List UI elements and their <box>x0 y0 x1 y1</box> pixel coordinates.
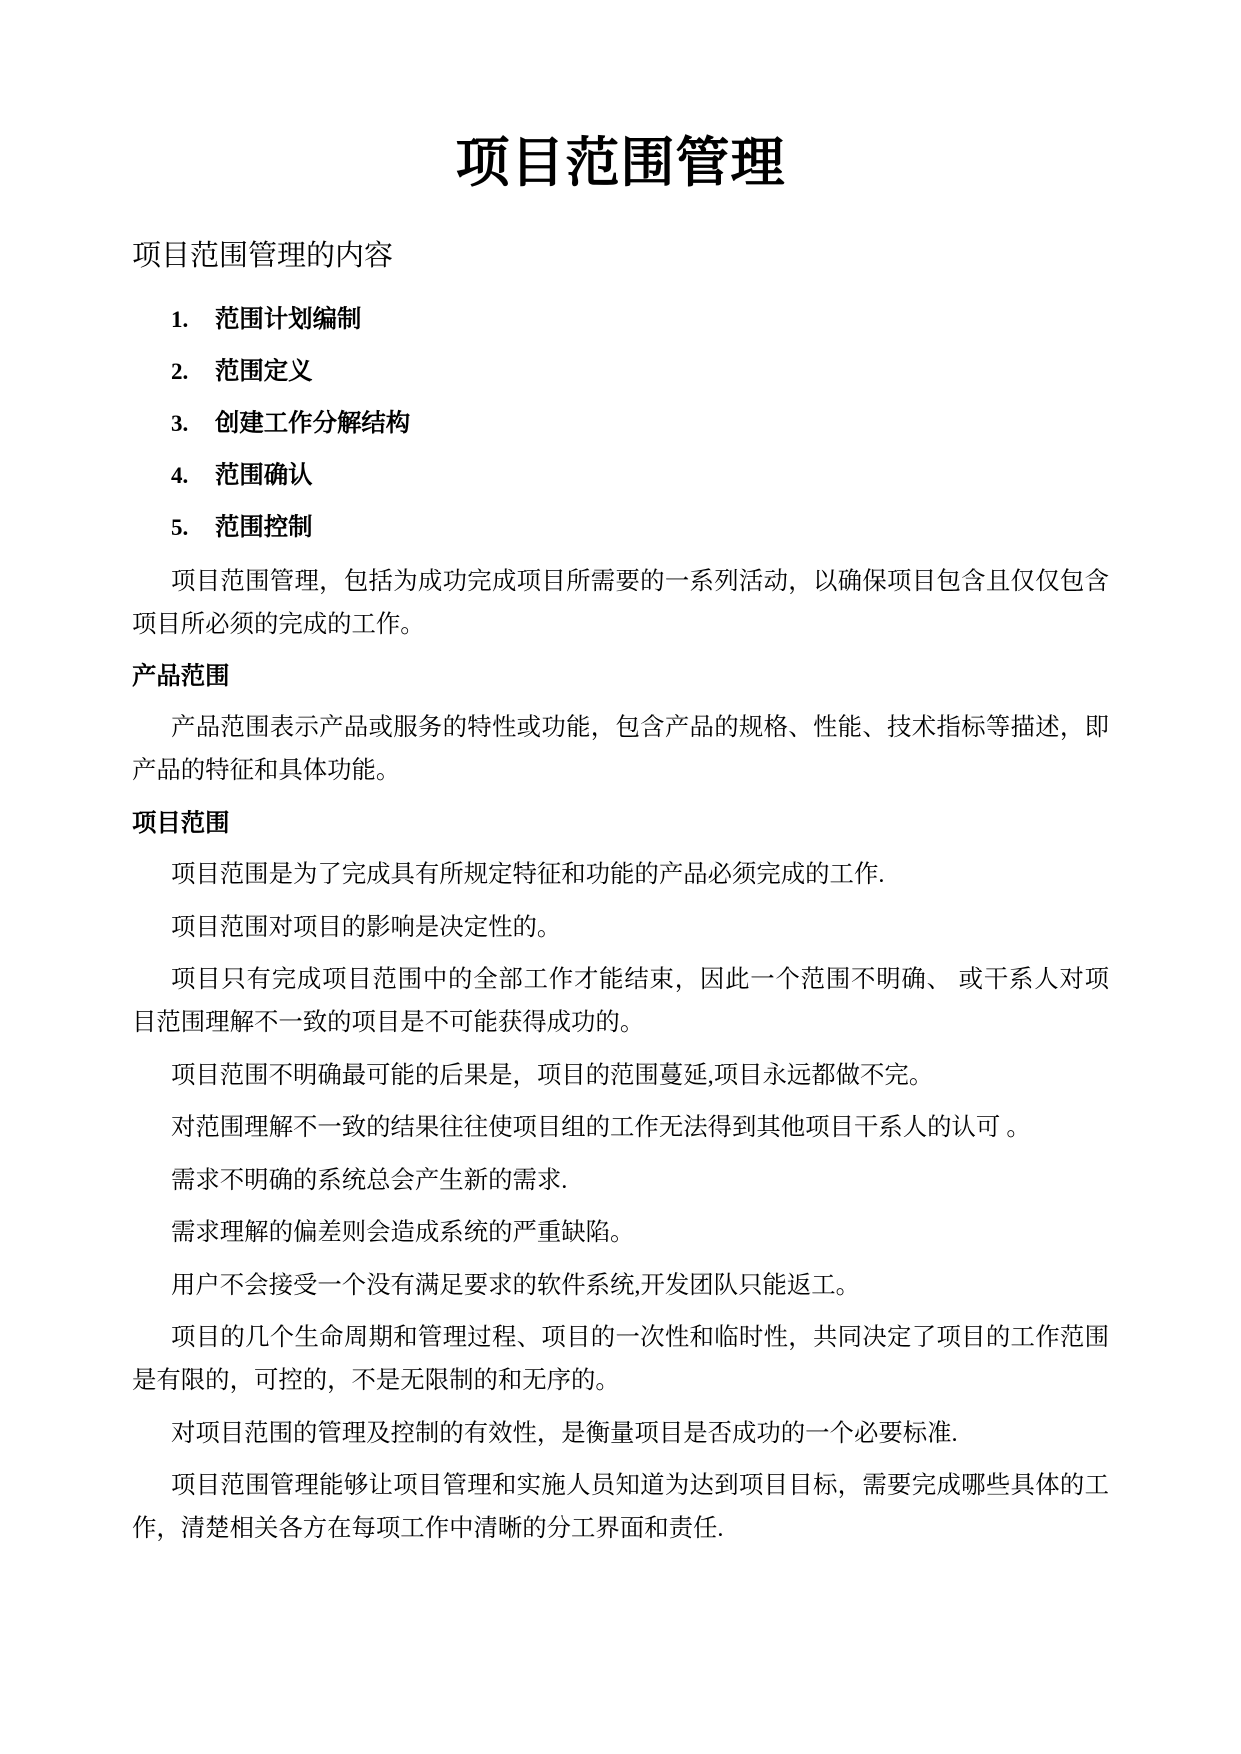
list-item <box>132 450 1109 502</box>
paragraph <box>132 1106 1109 1149</box>
paragraph-line: 项目范围管理，包括为成功完成项目所需要的一系列活动，以确保项目包含且仅仅包含 <box>171 568 1109 595</box>
paragraph <box>132 1211 1109 1254</box>
list-item-text: 范围控制 <box>215 514 313 541</box>
paragraph-line: 项目范围是为了完成具有所规定特征和功能的产品必须完成的工作. <box>171 861 885 888</box>
paragraph <box>132 1054 1109 1097</box>
paragraph-line: 需求理解的偏差则会造成系统的严重缺陷。 <box>171 1219 635 1246</box>
list-item-number: 2. <box>171 359 189 384</box>
paragraph-line: 项目范围不明确最可能的后果是，项目的范围蔓延,项目永远都做不完。 <box>171 1061 934 1089</box>
product-scope-paragraph <box>132 706 1109 792</box>
list-item-number: 1. <box>171 307 189 332</box>
paragraph <box>132 906 1109 949</box>
list-item-text: 范围计划编制 <box>215 306 362 333</box>
paragraph-line: 需求不明确的系统总会产生新的需求. <box>171 1166 568 1194</box>
intro-paragraph <box>132 560 1109 646</box>
paragraph-line: 产品范围表示产品或服务的特性或功能，包含产品的规格、性能、技术指标等描述，即 <box>171 714 1109 741</box>
paragraph-line: 用户不会接受一个没有满足要求的软件系统,开发团队只能返工。 <box>171 1271 861 1299</box>
project-scope-heading: 项目范围 <box>132 810 230 837</box>
paragraph-line: 项目只有完成项目范围中的全部工作才能结束，因此一个范围不明确、 或干系人对项 <box>171 966 1109 993</box>
paragraph-line: 对范围理解不一致的结果往往使项目组的工作无法得到其他项目干系人的认可 。 <box>171 1114 1031 1141</box>
paragraph-line: 目范围理解不一致的项目是不可能获得成功的。 <box>132 1009 645 1036</box>
paragraph <box>132 958 1109 1044</box>
list-item-text: 创建工作分解结构 <box>215 410 411 437</box>
document-body <box>132 236 1109 1550</box>
paragraph-line: 对项目范围的管理及控制的有效性，是衡量项目是否成功的一个必要标准. <box>171 1419 958 1447</box>
paragraph-line: 项目的几个生命周期和管理过程、项目的一次性和临时性，共同决定了项目的工作范围 <box>171 1324 1109 1351</box>
contents-list <box>132 294 1109 554</box>
paragraph-line: 项目范围对项目的影响是决定性的。 <box>171 913 562 941</box>
list-item-number: 5. <box>171 515 189 540</box>
list-item-number: 4. <box>171 463 189 488</box>
document-title: 项目范围管理 <box>455 133 786 193</box>
list-item <box>132 398 1109 450</box>
product-scope-heading: 产品范围 <box>132 663 230 690</box>
section-heading: 项目范围管理的内容 <box>132 240 394 272</box>
paragraph-line: 项目范围管理能够让项目管理和实施人员知道为达到项目目标，需要完成哪些具体的工 <box>171 1472 1109 1499</box>
paragraph <box>132 1316 1109 1402</box>
list-item-text: 范围定义 <box>215 358 313 385</box>
paragraph <box>132 853 1109 896</box>
paragraph-line: 项目所必须的完成的工作。 <box>132 611 425 638</box>
paragraph <box>132 1159 1109 1202</box>
paragraph <box>132 1412 1109 1455</box>
list-item <box>132 502 1109 554</box>
list-item <box>132 346 1109 398</box>
paragraph-line: 作，清楚相关各方在每项工作中清晰的分工界面和责任. <box>132 1515 724 1542</box>
paragraph <box>132 1464 1109 1550</box>
paragraph-line: 是有限的，可控的，不是无限制的和无序的。 <box>132 1367 620 1394</box>
paragraph-line: 产品的特征和具体功能。 <box>132 757 401 784</box>
paragraph <box>132 1264 1109 1307</box>
list-item <box>132 294 1109 346</box>
list-item-number: 3. <box>171 411 189 436</box>
list-item-text: 范围确认 <box>215 462 313 489</box>
